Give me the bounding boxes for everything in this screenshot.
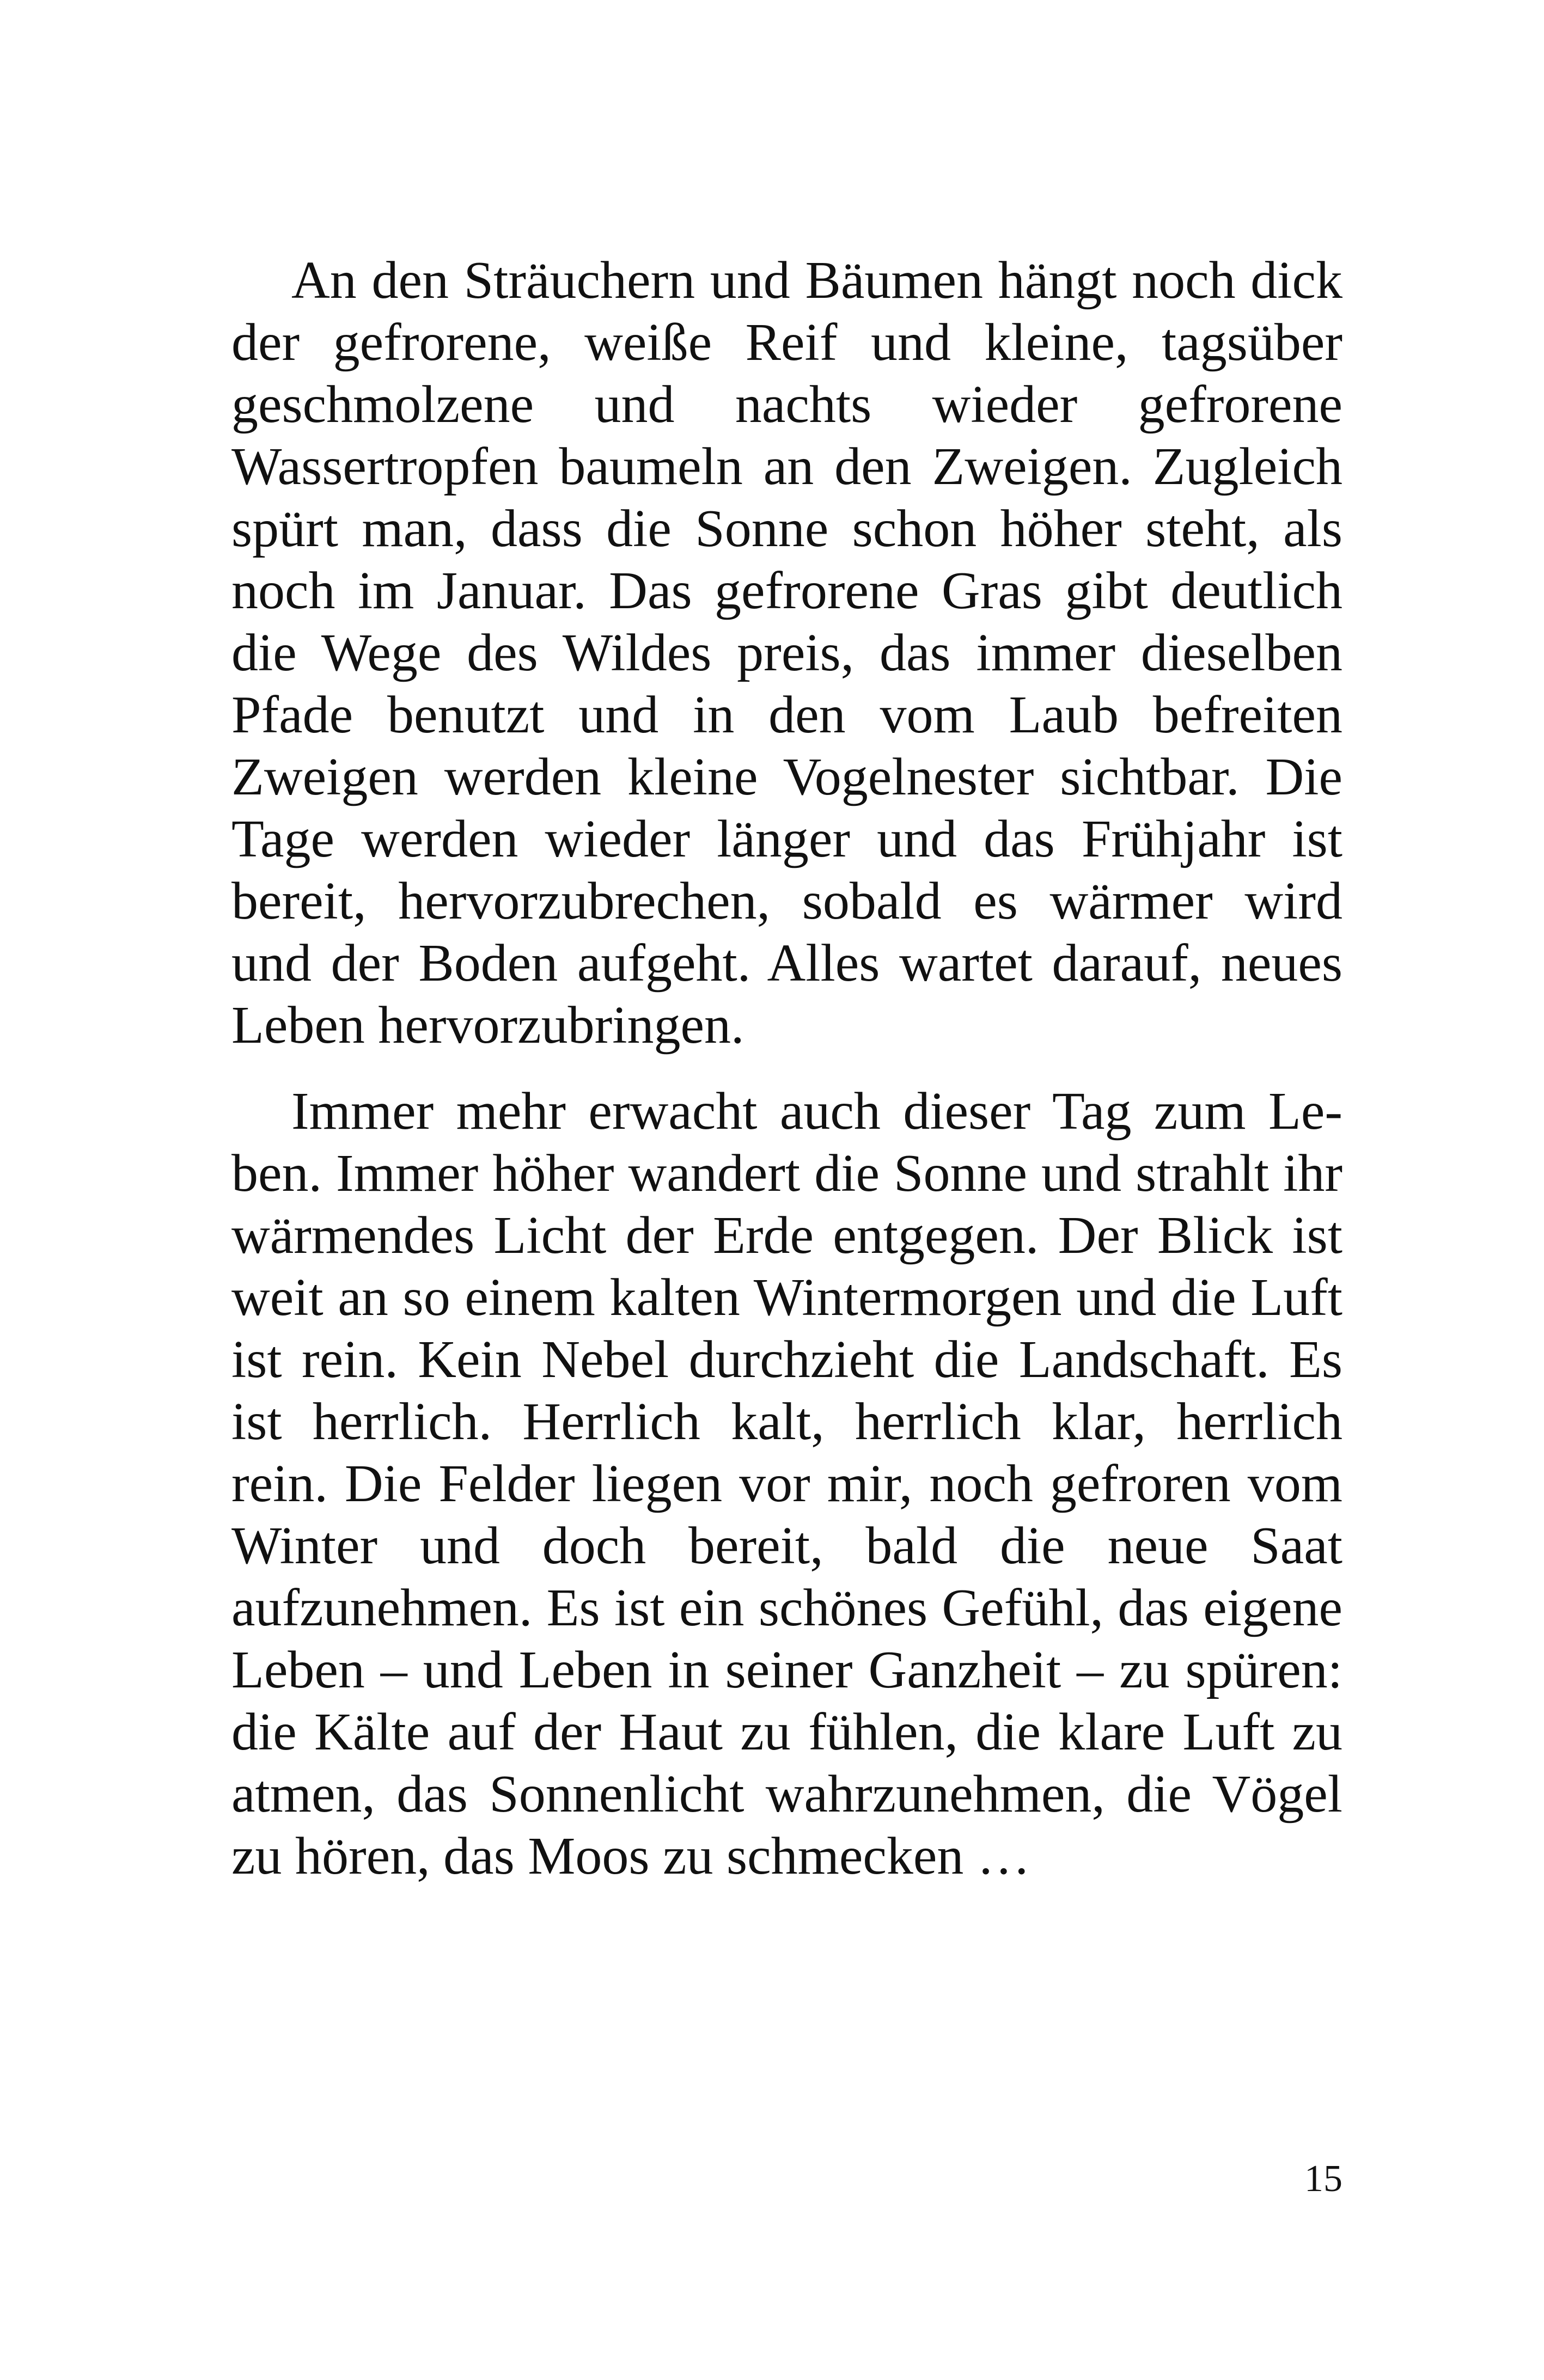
body-text: [231, 249, 1342, 1887]
page-number: 15: [1304, 2158, 1342, 2200]
paragraph-2: Immer mehr erwacht auch dieser Tag zum Leben. Immer höher wandert die Sonne und strahlt ihr wärmendes Licht der Erde entgegen. Der Blick ist weit an so einem kalten Wintermorgen und die Luft ist rein. Kein Nebel durchzieht die Landschaft. Es ist herrlich. Herrlich kalt, herrlich klar, herrlich rein. Die Felder liegen vor mir, noch gefroren vom Winter und doch bereit, bald die neue Saat aufzunehmen. Es ist ein schönes Gefühl, das eigene Leben – und Leben in seiner Ganzheit – zu spüren: die Kälte auf der Haut zu fühlen, die klare Luft zu atmen, das Sonnenlicht wahrzunehmen, die Vögel zu hören, das Moos zu schmecken …: [231, 1082, 1342, 1886]
paragraph-1: An den Sträuchern und Bäumen hängt noch dick der gefrorene, weiße Reif und kleine, tagsüber geschmolzene und nachts wieder gefrorene Wassertropfen baumeln an den Zweigen. Zugleich spürt man, dass die Sonne schon höher steht, als noch im Januar. Das gefrorene Gras gibt deutlich die Wege des Wildes preis, das immer dieselben Pfade benutzt und in den vom Laub befreiten Zweigen werden kleine Vogelnester sichtbar. Die Tage werden wieder länger und das Frühjahr ist bereit, hervorzubrechen, sobald es wärmer wird und der Boden aufgeht. Alles wartet darauf, neues Leben hervorzubringen.: [231, 251, 1342, 1055]
